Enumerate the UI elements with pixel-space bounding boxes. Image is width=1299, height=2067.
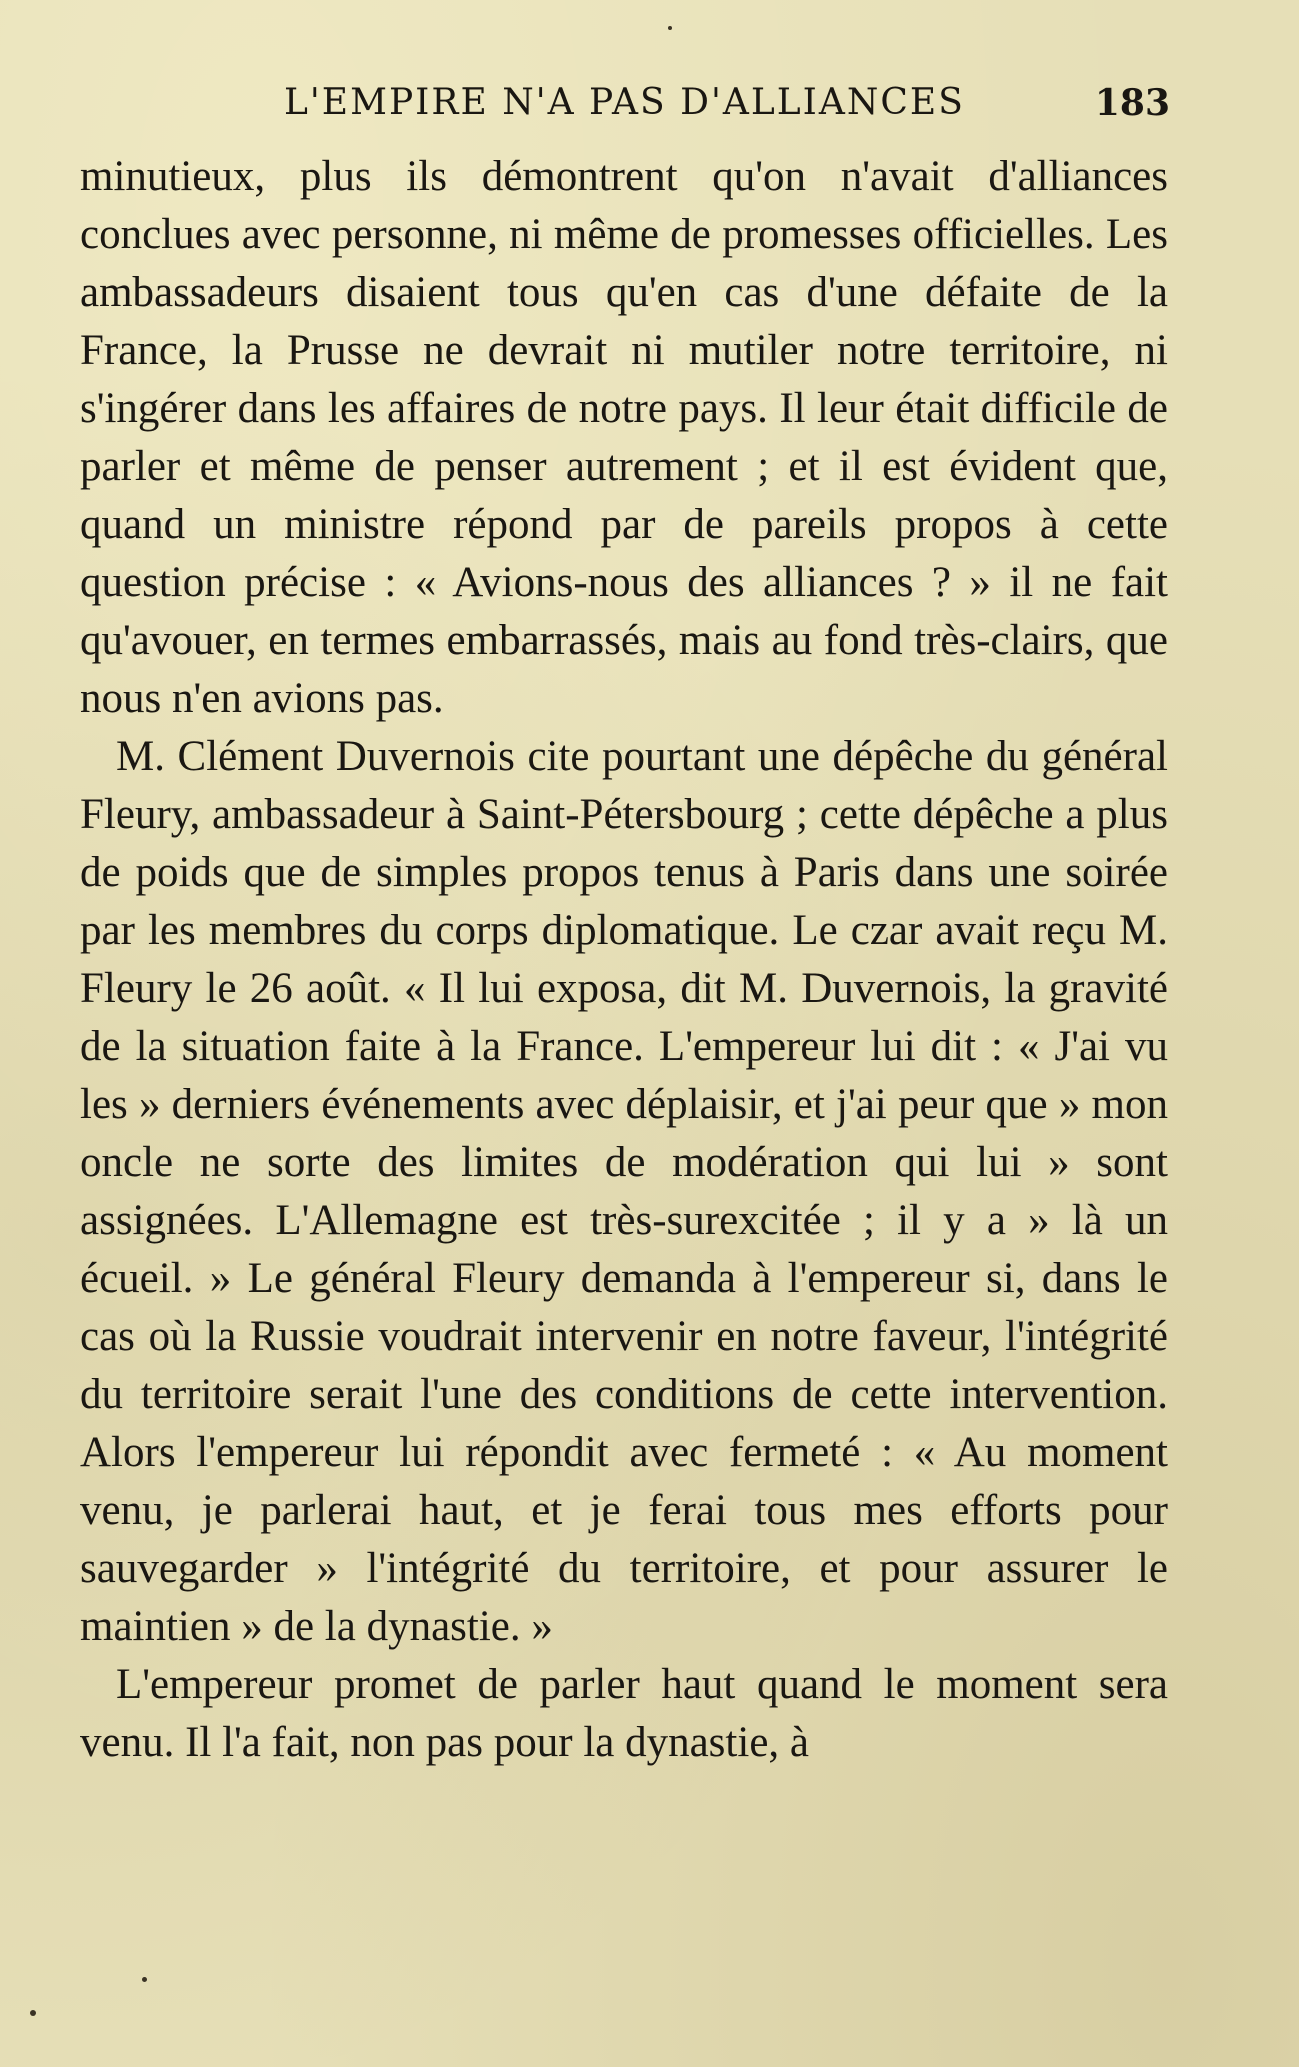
- paper-speck: [668, 26, 672, 30]
- paper-speck: [142, 1977, 147, 1982]
- paper-speck: [30, 2010, 36, 2016]
- running-head: [86, 78, 1180, 128]
- paragraph-continued: minutieux, plus ils démontrent qu'on n'avait d'alliances conclues avec personne, ni même de promesses officielles. Les ambassadeurs disaient tous qu'en cas d'une défaite de la France, la Prusse ne devrait ni mutiler notre territoire, ni s'ingérer dans les affaires de notre pays. Il leur était difficile de parler et même de penser autrement ; et il est évident que, quand un ministre répond par de pareils propos à cette question précise : « Avions-nous des alliances ? » il ne fait qu'avouer, en termes embarrassés, mais au fond très-clairs, que nous n'en avions pas.: [80, 153, 1168, 722]
- paragraph-duvernois: M. Clément Duvernois cite pourtant une dépêche du général Fleury, ambassadeur à Saint-Pétersbourg ; cette dépêche a plus de poids que de simples propos tenus à Paris dans une soirée par les membres du corps diplomatique. Le czar avait reçu M. Fleury le 26 août. « Il lui exposa, dit M. Duvernois, la gravité de la situation faite à la France. L'empereur lui dit : « J'ai vu les » derniers événements avec déplaisir, et j'ai peur que » mon oncle ne sorte des limites de modération qui lui » sont assignées. L'Allemagne est très-surexcitée ; il y a » là un écueil. » Le général Fleury demanda à l'empereur si, dans le cas où la Russie voudrait intervenir en notre faveur, l'intégrité du territoire serait l'une des conditions de cette intervention. Alors l'empereur lui répondit avec fermeté : « Au moment venu, je parlerai haut, et je ferai tous mes efforts pour sauvegarder » l'intégrité du territoire, et pour assurer le maintien » de la dynastie. »: [80, 733, 1168, 1650]
- page-number: 183: [1094, 82, 1170, 124]
- body-text: [80, 148, 1168, 1772]
- running-title: L'EMPIRE N'A PAS D'ALLIANCES: [284, 82, 965, 123]
- paragraph-emperor-promise: L'empereur promet de parler haut quand le moment sera venu. Il l'a fait, non pas pour la dynastie, à: [80, 1661, 1168, 1766]
